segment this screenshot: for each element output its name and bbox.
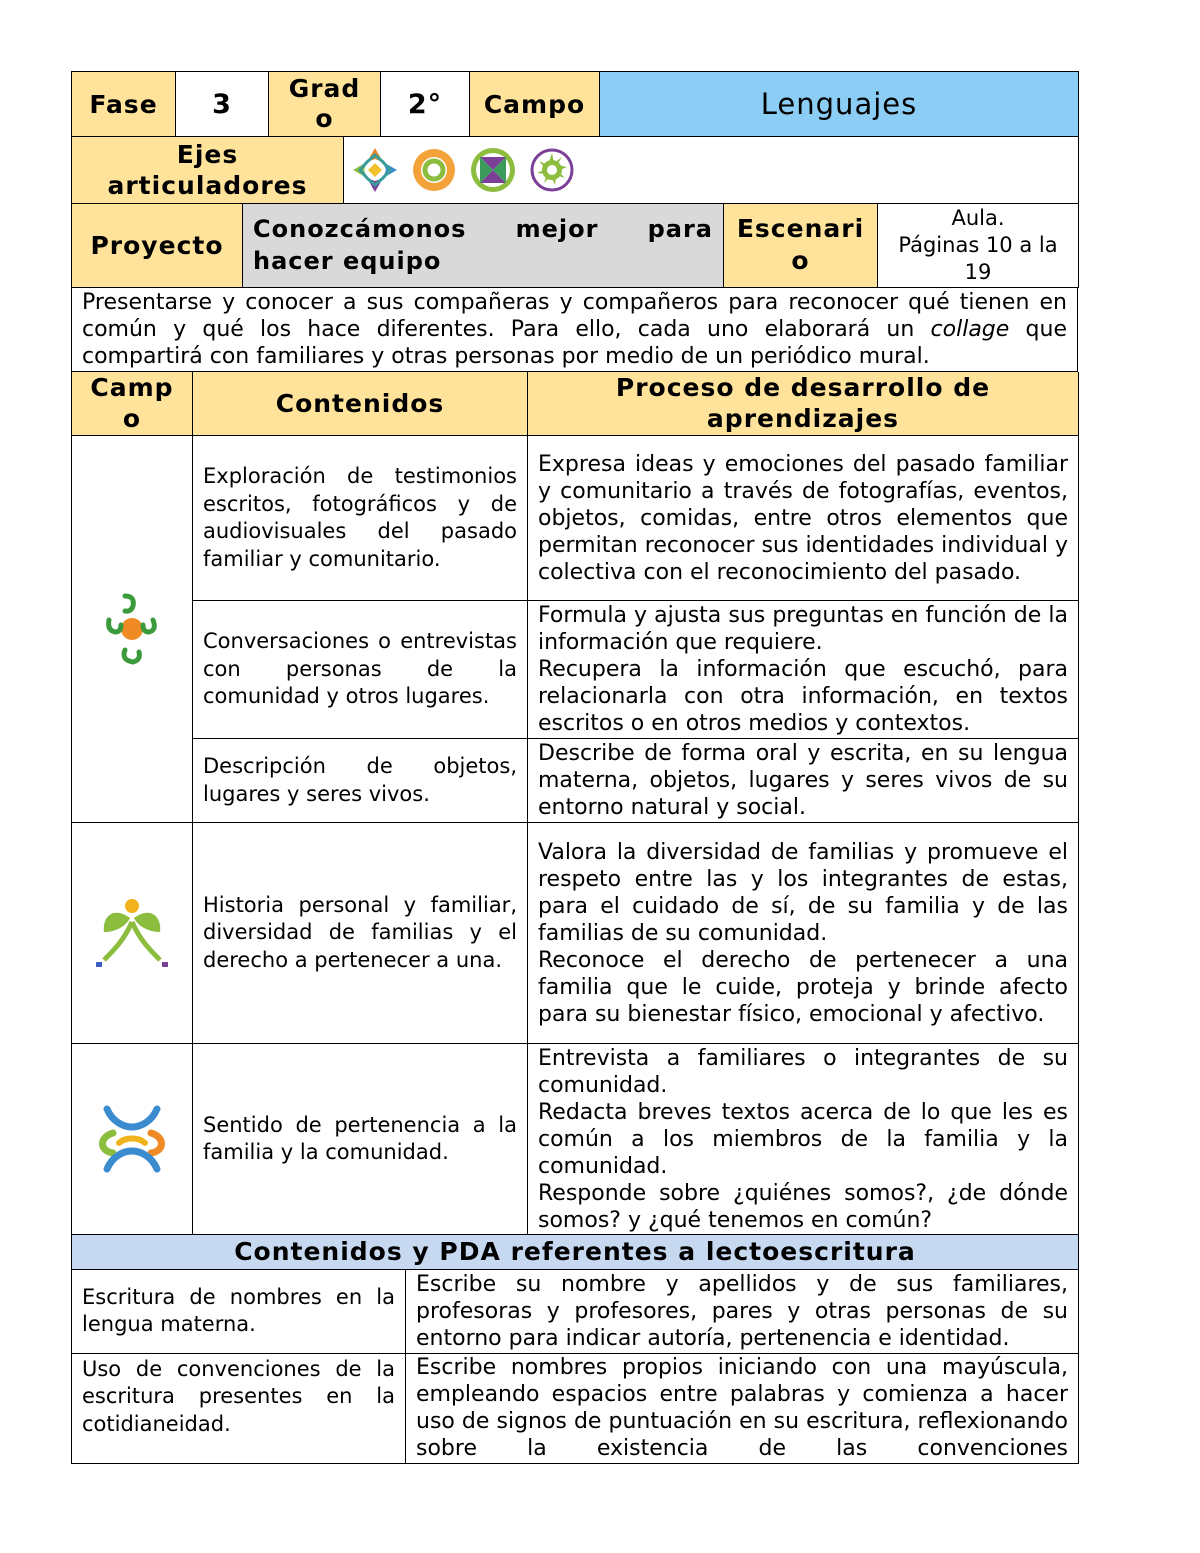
campo-icon-cell-etica: [72, 1044, 193, 1235]
col-pda-line2: aprendizajes: [706, 404, 900, 434]
pda-3: Describe de forma oral y escrita, en su lengua materna, objetos, lugares y seres vivos de su entorno natural y social.: [528, 739, 1079, 823]
pda-4-part1: Valora la diversidad de familias y promueve el respeto entre las y los integrantes de estas, para el cuidado de sí, de su familia y de las familias de su comunidad.: [538, 839, 1068, 946]
escenario-line3: 19: [964, 259, 992, 284]
lenguajes-icon: [103, 592, 161, 666]
ejes-table: [71, 137, 1079, 204]
campo-value: Lenguajes: [600, 72, 1079, 137]
col-campo-line2: o: [122, 404, 142, 434]
proyecto-table: [71, 204, 1079, 289]
col-campo-header: [72, 372, 193, 436]
pda-2-part2: Recupera la información que escuchó, para relacionarla con otra información, en textos escritos o en otros medios y contextos.: [538, 657, 1068, 736]
interculturalidad-icon: [350, 145, 400, 195]
escenario-line2: Páginas 10 a la: [898, 232, 1058, 257]
descripcion-table: [71, 288, 1078, 372]
fase-value: 3: [176, 72, 269, 137]
ejes-icons: [344, 145, 1078, 195]
pda-5-part3: Responde sobre ¿quiénes somos?, ¿de dónde somos? y ¿qué tenemos en común?: [538, 1180, 1068, 1233]
contenido-5: Sentido de pertenencia a la familia y la comunidad.: [193, 1044, 528, 1235]
contenidos-table: [71, 372, 1079, 1236]
ejes-label: [72, 137, 344, 203]
descripcion-italic: collage: [930, 316, 1010, 342]
pda-2: [528, 601, 1079, 739]
proyecto-descripcion: [72, 288, 1078, 371]
fase-label: Fase: [72, 72, 176, 137]
pda-4-part2: Reconoce el derecho de pertenecer a una familia que le cuide, proteja y brinde afecto para su bienestar físico, emocional y afectivo.: [538, 947, 1068, 1027]
pda-5-part2: Redacta breves textos acerca de lo que les es común a los miembros de la familia y la comunidad.: [538, 1099, 1068, 1179]
contenido-1: Exploración de testimonios escritos, fotográficos y de audiovisuales del pasado familiar y comunitario.: [193, 436, 528, 601]
campo-icon-cell-humano: [72, 823, 193, 1044]
pda-1: Expresa ideas y emociones del pasado familiar y comunitario a través de fotografías, eventos, objetos, comidas, entre otros elementos que permitan reconocer sus identidades individual y colectiva con el reconocimiento del pasado.: [528, 436, 1079, 601]
header-table: [71, 71, 1079, 137]
igualdad-genero-icon: [468, 145, 518, 195]
descripcion-text-1: Presentarse y conocer a sus compañeras y compañeros para reconocer qué tienen en común y qué los hace diferentes. Para ello, cada uno elaborará un: [82, 289, 1067, 342]
lecto-contenido-2: Uso de convenciones de la escritura presentes en la cotidianeidad.: [72, 1353, 406, 1463]
col-campo-line1: Camp: [90, 373, 174, 403]
escenario-line1: Aula.: [951, 205, 1005, 230]
escenario-label: [724, 204, 878, 288]
grado-label: [269, 72, 381, 137]
de-lo-humano-y-lo-comunitario-icon: [94, 896, 170, 970]
grado-value: 2°: [381, 72, 470, 137]
etica-naturaleza-sociedades-icon: [99, 1103, 165, 1175]
lecto-pda-2: Escribe nombres propios iniciando con una mayúscula, empleando espacios entre palabras y comienza a hacer uso de signos de puntuación en su escritura, reflexionando sobre la existencia de las convenciones: [406, 1353, 1079, 1463]
proyecto-label: Proyecto: [72, 204, 243, 288]
ejes-icons-cell: [344, 137, 1079, 203]
ejes-label-line1: Ejes: [176, 139, 239, 169]
lecto-pda-1: Escribe su nombre y apellidos y de sus familiares, profesoras y profesores, pares y otras personas de su entorno para indicar autoría, pertenencia e identidad.: [406, 1269, 1079, 1353]
contenido-2: Conversaciones o entrevistas con personas de la comunidad y otros lugares.: [193, 601, 528, 739]
pda-5: [528, 1044, 1079, 1235]
artes-icon: [527, 145, 577, 195]
grado-label-line1: Grad: [288, 74, 361, 103]
proyecto-title: Conozcámonos mejor para hacer equipo: [243, 204, 724, 288]
col-contenidos-header: Contenidos: [193, 372, 528, 436]
lectoescritura-table: [71, 1235, 1079, 1464]
campo-icon-cell-lenguajes: [72, 436, 193, 823]
ejes-label-line2: articuladores: [107, 170, 308, 200]
lectoescritura-title: Contenidos y PDA referentes a lectoescritura: [72, 1235, 1079, 1269]
pda-4: [528, 823, 1079, 1044]
escenario-label-line1: Escenari: [736, 214, 865, 244]
escenario-label-line2: o: [791, 246, 810, 276]
planeacion-document: [71, 71, 1078, 1464]
lecto-contenido-1: Escritura de nombres en la lengua materna.: [72, 1269, 406, 1353]
pensamiento-critico-icon: [409, 145, 459, 195]
campo-label: Campo: [470, 72, 600, 137]
escenario-value: [878, 204, 1079, 288]
descripcion-text-2: que compartirá con familiares y otras personas por medio de un periódico mural.: [82, 316, 1067, 369]
pda-5-part1: Entrevista a familiares o integrantes de su comunidad.: [538, 1045, 1068, 1098]
col-pda-line1: Proceso de desarrollo de: [615, 373, 991, 403]
contenido-4: Historia personal y familiar, diversidad de familias y el derecho a pertenecer a una.: [193, 823, 528, 1044]
pda-2-part1: Formula y ajusta sus preguntas en función de la información que requiere.: [538, 603, 1068, 655]
grado-label-line2: o: [315, 104, 334, 133]
contenido-3: Descripción de objetos, lugares y seres vivos.: [193, 739, 528, 823]
col-pda-header: [528, 372, 1079, 436]
